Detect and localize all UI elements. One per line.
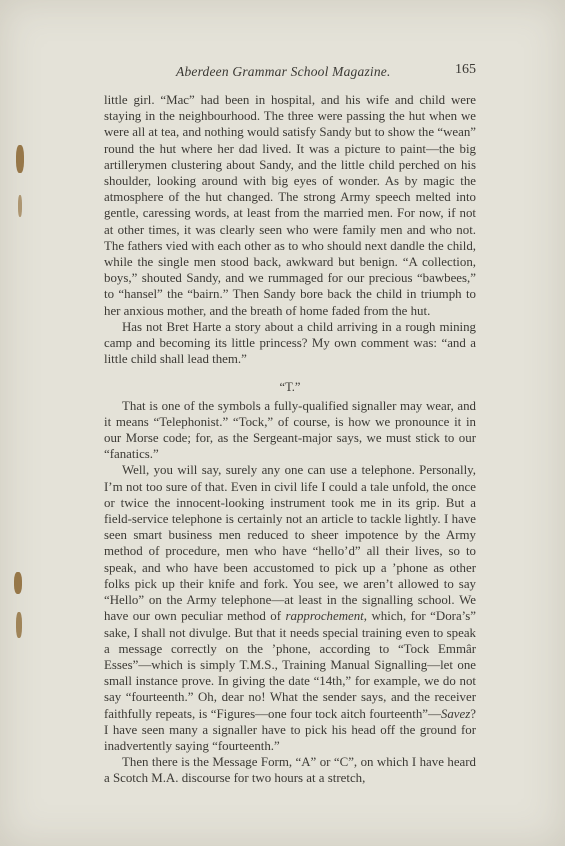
magazine-title: Aberdeen Grammar School Magazine.: [176, 64, 391, 79]
paragraph-continued: little girl. “Mac” had been in hospital, and his wife and child were staying in the neighbourhood. The three were passing the hut when we were all at tea, and nothing would satisfy Sandy but to show the “wean” round the hut where her dad lived. It was a picture to paint—the big artillerymen clustering about Sandy, and the little child perched on his shoulder, looking around with big eyes of wonder. As by magic the atmosphere of the hut changed. The strong Army speech melted into gentle, caressing words, at least from the married men. For now, if not at other times, it was clearly seen who were family men and who not. The fathers vied with each other as to who should next dandle the child, while the single men stood back, awkward but benign. “A collection, boys,” shouted Sandy, and we rummaged for our precious “bawbees,” to “hansel” the “bairn.” Then Sandy bore back the child in triumph to her anxious mother, and the breath of home faded from the hut.: [104, 93, 476, 318]
article-body: [104, 92, 476, 787]
paragraph-message-form: Then there is the Message Form, “A” or “C”, on which I have heard a Scotch M.A. discourse for two hours at a stretch,: [104, 755, 476, 786]
paragraph-bret-harte: Has not Bret Harte a story about a child arriving in a rough mining camp and becoming its little princess? My own comment was: “and a little child shall lead them.”: [104, 319, 476, 367]
foxing-stain: [18, 195, 22, 217]
foxing-stain: [16, 612, 22, 638]
foxing-stain: [16, 145, 24, 173]
running-header: [104, 62, 476, 82]
foxing-stain: [14, 572, 22, 594]
section-heading-t: “T.”: [279, 380, 301, 395]
page-number: 165: [455, 62, 476, 77]
paragraph-telephone: Well, you will say, surely any one can use a telephone. Personally, I’m not too sure of that. Even in civil life I could a tale unfold, the once or twice the innocent-looking instrument took me in its grip. But a field-service telephone is certainly not an article to tackle lightly. I have seen smart business men reduced to sheer impotence by the Army method of procedure, men who have “hello’d” all their lives, so to speak, and who have been accustomed to pick up a ’phone as other folks pick up their knife and fork. You see, we aren’t allowed to say “Hello” on the Army telephone—at least in the signalling school. We have our own peculiar method of rapprochement, which, for “Dora’s” sake, I shall not divulge. But that it needs special training even to speak a message correctly on the ’phone, according to “Tock Emmâr Esses”—which is simply T.M.S., Training Manual Signalling—let one small instance prove. In giving the date “14th,” for example, we do not say “fourteenth.” Oh, dear no! What the sender says, and the receiver faithfully repeats, is “Figures—one four tock aitch fourteenth”—Savez? I have seen many a signaller have to pick his head off the ground for inadvertently saying “fourteenth.”: [104, 463, 476, 753]
paragraph-telephonist: That is one of the symbols a fully-qualified signaller may wear, and it means “Telephonist.” “Tock,” of course, is how we pronounce it in our Morse code; for, as the Sergeant-major says, we must stick to our “fanatics.”: [104, 398, 476, 462]
